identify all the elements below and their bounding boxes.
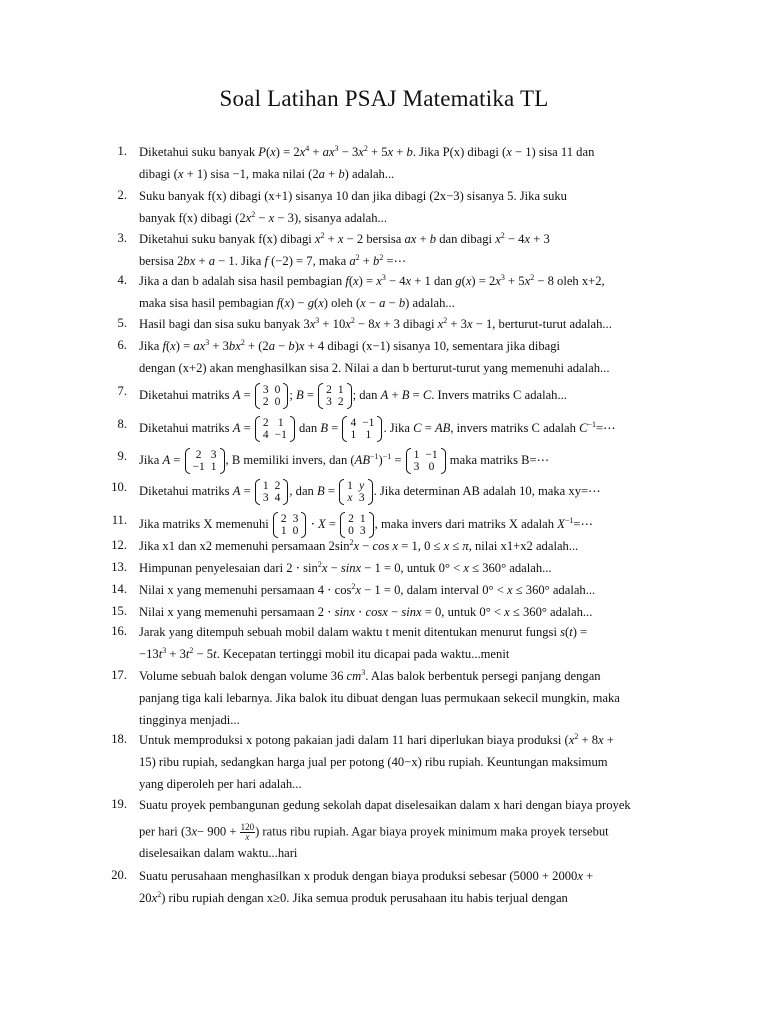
question-text-line: diselesaikan dalam waktu...hari: [139, 846, 298, 860]
question-text-line: Untuk memproduksi x potong pakaian jadi dalam 11 hari diperlukan biaya produksi ($x^2 + 8x$ +: [139, 732, 614, 747]
question-number: 20.: [111, 868, 127, 882]
matrix: 2 1 4 −1: [255, 417, 295, 441]
question-text-line: Suatu perusahaan menghasilkan x produk dengan biaya produksi sebesar (5000 + 2000x +: [139, 869, 594, 883]
question-text-line: bersisa 2bx + a − 1. Jika f (−2) = 7, maka $a^2 + b^2$ =⋯: [139, 253, 407, 268]
question-text-line: Nilai x yang memenuhi persamaan $4 \cdot \cos^2x - 1 = 0$, dalam interval 0° < x ≤ 360° adalah...: [139, 582, 596, 597]
question-text-line: 15) ribu rupiah, sedangkan harga jual per potong (40−x) ribu rupiah. Keuntungan maksimum: [139, 755, 608, 769]
question-text-line: panjang tiga kali lebarnya. Jika balok itu dibuat dengan luas permukaan sekecil mungkin, maka: [139, 691, 620, 705]
matrix: 2 3 1 0: [273, 513, 307, 537]
matrix: 3 0 2 0: [255, 384, 289, 408]
question-text-line: $20x^2$) ribu rupiah dengan x≥0. Jika semua produk perusahaan itu habis terjual dengan: [139, 890, 568, 905]
matrix: 1 y x 3: [339, 480, 373, 504]
matrix: 2 3 −1 1: [185, 449, 225, 473]
question-text-line: banyak f(x) dibagi $(2x^2 - x - 3)$, sisanya adalah...: [139, 210, 387, 225]
question-text-line: Jika x1 dan x2 memenuhi persamaan $2\sin^2x - \cos x = 1$, 0 ≤ x ≤ π, nilai x1+x2 adalah...: [139, 538, 579, 553]
question-text-line: Jika a dan b adalah sisa hasil pembagian $f(x) = x^3 - 4x + 1$ dan $g(x) = 2x^3 + 5x^2 - 8$ oleh x+2,: [139, 273, 605, 288]
question-number: 14.: [111, 582, 127, 596]
page-title: Soal Latihan PSAJ Matematika TL: [219, 86, 549, 111]
question-number: 1.: [117, 144, 127, 158]
question-number: 18.: [111, 732, 127, 746]
matrix: 1 −1 3 0: [406, 449, 446, 473]
question-text-line: yang diperoleh per hari adalah...: [139, 777, 302, 791]
fraction: $\frac{120}{x}$: [240, 822, 255, 842]
question-number: 13.: [111, 560, 127, 574]
question-number: 7.: [117, 384, 127, 398]
question-text-line: Himpunan penyelesaian dari $2 \cdot \sin^2x - \sin x - 1 = 0$, untuk 0° < x ≤ 360° adalah...: [139, 560, 552, 575]
question-text-line: Hasil bagi dan sisa suku banyak $3x^3 + 10x^2 - 8x + 3$ dibagi $x^2 + 3x - 1$, berturut-turut adalah...: [139, 316, 612, 331]
question-text-line: Diketahui suku banyak $P(x) = 2x^4 + ax^3 - 3x^2 + 5x + b$. Jika P(x) dibagi (x − 1) sisa 11 dan: [139, 144, 595, 159]
question-number: 6.: [117, 338, 127, 352]
question-number: 16.: [111, 624, 127, 638]
question-text-line: tingginya menjadi...: [139, 713, 240, 727]
question-number: 11.: [111, 513, 127, 527]
question-text-line: Jika $f(x) = ax^3 + 3bx^2 + (2a - b)x + 4$ dibagi (x−1) sisanya 10, sementara jika dibagi: [139, 338, 561, 353]
matrix: 4 −1 1 1: [342, 417, 382, 441]
question-text-line: Suatu proyek pembangunan gedung sekolah dapat diselesaikan dalam x hari dengan biaya proyek: [139, 798, 631, 812]
matrix: 2 1 3 2: [318, 384, 352, 408]
matrix: 2 1 0 3: [340, 513, 374, 537]
question-text-line: Jika matriks X memenuhi 2 3 1 0 ⋅ X = 2 1 0 3 , maka invers dari matriks X adalah $X^{-1}=\cdots$: [139, 513, 594, 537]
question-number: 15.: [111, 604, 127, 618]
question-number: 2.: [117, 188, 127, 202]
question-text-line: Volume sebuah balok dengan volume 36 $cm^3$. Alas balok berbentuk persegi panjang dengan: [139, 668, 601, 683]
question-number: 19.: [111, 797, 127, 811]
question-text-line: $-13t^3 + 3t^2 - 5t$. Kecepatan tertinggi mobil itu dicapai pada waktu...menit: [139, 646, 510, 661]
question-text-line: Nilai x yang memenuhi persamaan 2 ⋅ sinx ⋅ cosx − sinx = 0, untuk 0° < x ≤ 360° adalah...: [139, 605, 593, 619]
question-number: 5.: [117, 316, 127, 330]
question-number: 8.: [117, 417, 127, 431]
question-text-line: dibagi (x + 1) sisa −1, maka nilai (2a + b) adalah...: [139, 167, 395, 181]
question-number: 9.: [117, 449, 127, 463]
question-text-line: Suku banyak f(x) dibagi (x+1) sisanya 10 dan jika dibagi (2x−3) sisanya 5. Jika suku: [139, 189, 567, 203]
question-text-line: maka sisa hasil pembagian f(x) − g(x) oleh (x − a − b) adalah...: [139, 296, 455, 310]
question-number: 3.: [117, 231, 127, 245]
matrix: 1 2 3 4: [255, 480, 289, 504]
question-text-line: Jarak yang ditempuh sebuah mobil dalam waktu t menit ditentukan menurut fungsi s(t) =: [139, 625, 588, 639]
question-number: 10.: [111, 480, 127, 494]
question-text-line: Jika A = 2 3 −1 1 , B memiliki invers, dan $(AB^{-1})^{-1}$ = 1 −1 3 0 maka matriks B=⋯: [139, 449, 550, 473]
question-number: 12.: [111, 538, 127, 552]
question-text-line: Diketahui suku banyak f(x) dibagi $x^2 + x - 2$ bersisa ax + b dan dibagi $x^2 - 4x + 3$: [139, 231, 550, 246]
question-text-line: dengan (x+2) akan menghasilkan sisa 2. Nilai a dan b berturut-turut yang memenuhi adalah...: [139, 361, 610, 375]
question-text-line: Diketahui matriks A = 2 1 4 −1 dan B = 4 −1 1 1 . Jika C = AB, invers matriks C adalah $C^{-1}=\cdots$: [139, 417, 616, 441]
question-text-line: per hari (3x− 900 + $\frac{120}{x}$ ) ratus ribu rupiah. Agar biaya proyek minimum maka proyek tersebut: [139, 822, 609, 842]
question-number: 4.: [117, 273, 127, 287]
question-text-line: Diketahui matriks A = 3 0 2 0 ; B = 2 1 3 2 ; dan A + B = C. Invers matriks C adalah...: [139, 384, 567, 408]
question-number: 17.: [111, 668, 127, 682]
question-text-line: Diketahui matriks A = 1 2 3 4 , dan B = 1 y x 3 . Jika determinan AB adalah 10, maka xy=⋯: [139, 480, 601, 504]
